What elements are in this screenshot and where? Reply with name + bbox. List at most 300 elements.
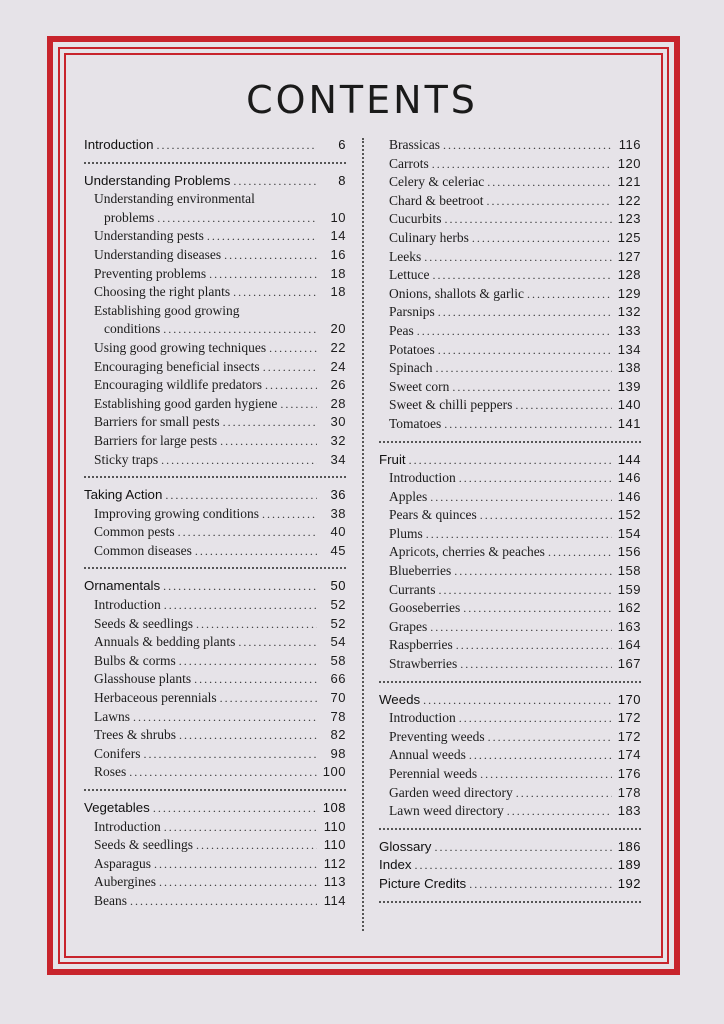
entry-page-number: 138 [617, 360, 641, 376]
entry-page-number: 28 [330, 395, 346, 411]
contents-section [84, 799, 346, 911]
dot-leader [224, 246, 317, 265]
entry-title: Index [379, 857, 412, 873]
contents-section [379, 451, 641, 674]
toc-entry[interactable] [379, 765, 641, 784]
entry-page-number: 120 [617, 155, 641, 171]
entry-title: Apples [389, 488, 428, 504]
entry-page-number: 154 [617, 525, 641, 541]
entry-page-number: 156 [617, 544, 641, 560]
entry-page-number: 82 [330, 727, 346, 743]
dot-leader [443, 136, 612, 155]
entry-title: Peas [389, 322, 414, 338]
section-heading-entry[interactable] [84, 486, 346, 505]
entry-title: Chard & beetroot [389, 192, 484, 208]
toc-entry[interactable] [379, 469, 641, 488]
toc-entry[interactable] [84, 505, 346, 524]
section-heading-entry[interactable] [379, 875, 641, 894]
entry-page-number: 58 [330, 652, 346, 668]
toc-entry[interactable] [84, 615, 346, 634]
toc-entry[interactable] [84, 246, 346, 265]
dot-leader [220, 689, 317, 708]
entry-page-number: 121 [617, 174, 641, 190]
entry-page-number: 176 [617, 766, 641, 781]
entry-page-number: 167 [617, 656, 641, 672]
dot-leader [133, 708, 317, 727]
entry-title: Sweet corn [389, 378, 450, 394]
entry-page-number: 24 [330, 358, 346, 374]
entry-title: Improving growing conditions [94, 505, 259, 521]
toc-entry[interactable] [84, 873, 346, 892]
contents-column-left [84, 136, 346, 911]
dot-leader [469, 746, 612, 765]
dot-leader [161, 451, 317, 470]
toc-entry[interactable] [379, 378, 641, 397]
entry-title: Understanding diseases [94, 246, 222, 262]
dot-leader [129, 763, 317, 782]
entry-page-number: 50 [330, 578, 346, 594]
toc-entry[interactable] [379, 618, 641, 637]
entry-page-number: 132 [617, 304, 641, 320]
entry-title: Pears & quinces [389, 507, 477, 523]
dot-leader [157, 209, 317, 228]
toc-entry[interactable] [379, 396, 641, 415]
dot-leader [130, 892, 317, 911]
toc-entry[interactable] [379, 802, 641, 821]
entry-page-number: 110 [323, 818, 346, 834]
dot-leader [233, 172, 317, 191]
toc-entry[interactable] [84, 855, 346, 874]
toc-entry[interactable] [84, 652, 346, 671]
entry-page-number: 78 [330, 708, 346, 724]
entry-page-number: 70 [330, 690, 346, 706]
entry-title: Choosing the right plants [94, 284, 231, 300]
dot-leader [486, 192, 612, 211]
toc-entry[interactable] [84, 670, 346, 689]
entry-title: Common diseases [94, 542, 192, 558]
toc-entry[interactable] [379, 746, 641, 765]
entry-page-number: 139 [617, 378, 641, 394]
section-separator [84, 476, 346, 478]
dot-leader [434, 838, 612, 857]
dot-leader [480, 765, 612, 784]
entry-title: Lettuce [389, 267, 430, 283]
dot-leader [548, 543, 612, 562]
entry-page-number: 52 [330, 615, 346, 631]
entry-title: Onions, shallots & garlic [389, 285, 524, 301]
dot-leader [164, 596, 317, 615]
dot-leader [459, 469, 612, 488]
entry-page-number: 189 [617, 857, 641, 873]
entry-page-number: 14 [330, 228, 346, 244]
entry-page-number: 162 [617, 600, 641, 616]
entry-page-number: 32 [330, 432, 346, 448]
entry-title: Blueberries [389, 563, 452, 579]
entry-page-number: 172 [617, 728, 641, 744]
entry-title: Trees & shrubs [94, 727, 177, 743]
entry-title: Asparagus [94, 855, 151, 871]
toc-entry[interactable] [84, 376, 346, 395]
dot-leader [179, 726, 317, 745]
entry-page-number: 110 [323, 837, 346, 853]
toc-entry[interactable] [84, 302, 346, 321]
entry-title: Perennial weeds [389, 766, 478, 781]
toc-entry[interactable] [379, 506, 641, 525]
toc-entry[interactable] [84, 432, 346, 451]
toc-entry[interactable] [379, 210, 641, 229]
entry-page-number: 146 [617, 470, 641, 486]
dot-leader [263, 358, 317, 377]
section-separator [379, 901, 641, 903]
dot-leader [459, 709, 612, 728]
toc-entry[interactable] [379, 303, 641, 322]
entry-page-number: 128 [617, 267, 641, 283]
toc-entry[interactable] [379, 136, 641, 155]
entry-title: Understanding Problems [84, 172, 231, 188]
contents-section [379, 691, 641, 821]
entry-title: Garden weed directory [389, 784, 513, 800]
toc-entry[interactable] [84, 413, 346, 432]
toc-entry[interactable] [84, 265, 346, 284]
toc-entry[interactable] [379, 322, 641, 341]
toc-entry[interactable] [84, 283, 346, 302]
section-heading-entry[interactable] [84, 577, 346, 596]
entry-page-number: 114 [323, 892, 346, 908]
dot-leader [423, 691, 612, 710]
contents-section [379, 136, 641, 434]
section-heading-entry[interactable] [379, 691, 641, 710]
entry-page-number: 100 [322, 764, 346, 780]
toc-entry[interactable] [379, 709, 641, 728]
toc-entry[interactable] [84, 763, 346, 782]
dot-leader [265, 376, 317, 395]
entry-title: Sticky traps [94, 451, 159, 467]
dot-leader [280, 395, 317, 414]
dot-leader [196, 615, 317, 634]
entry-title: Fruit [379, 451, 406, 467]
entry-page-number: 163 [617, 618, 641, 634]
entry-title: Taking Action [84, 487, 163, 503]
entry-title: Roses [94, 764, 127, 780]
entry-title: Introduction [389, 710, 456, 726]
dot-leader [515, 396, 612, 415]
toc-entry[interactable] [379, 248, 641, 267]
toc-entry[interactable] [84, 358, 346, 377]
entry-page-number: 186 [617, 838, 641, 854]
entry-page-number: 18 [330, 284, 346, 300]
dot-leader [409, 451, 612, 470]
dot-leader [144, 745, 318, 764]
entry-page-number: 158 [617, 563, 641, 579]
entry-page-number: 98 [330, 745, 346, 761]
entry-title: problems [104, 209, 155, 225]
toc-entry[interactable] [379, 543, 641, 562]
entry-title: Introduction [84, 137, 154, 152]
page-title: CONTENTS [246, 78, 478, 122]
toc-entry[interactable] [379, 728, 641, 747]
dot-leader [163, 577, 317, 596]
entry-page-number: 170 [617, 691, 641, 707]
dot-leader [487, 173, 612, 192]
entry-title: Seeds & seedlings [94, 615, 193, 631]
entry-title: Glossary [379, 838, 432, 854]
dot-leader [415, 856, 612, 875]
section-heading-entry[interactable] [84, 136, 346, 155]
entry-title: Encouraging beneficial insects [94, 358, 260, 374]
section-heading-entry[interactable] [84, 172, 346, 191]
dot-leader [439, 581, 613, 600]
entry-title: Weeds [379, 691, 421, 707]
entry-page-number: 36 [330, 487, 346, 503]
toc-entry[interactable] [84, 227, 346, 246]
dot-leader [507, 802, 612, 821]
toc-entry[interactable] [84, 320, 346, 339]
entry-title: Cucurbits [389, 211, 442, 227]
entry-title: Ornamentals [84, 578, 161, 594]
toc-entry[interactable] [84, 523, 346, 542]
toc-entry[interactable] [84, 745, 346, 764]
entry-title: Raspberries [389, 637, 453, 653]
entry-title: Understanding pests [94, 228, 204, 244]
dot-leader [269, 339, 317, 358]
toc-entry[interactable] [84, 339, 346, 358]
section-separator [379, 681, 641, 683]
dot-leader [430, 488, 612, 507]
toc-entry[interactable] [379, 285, 641, 304]
entry-title: Currants [389, 581, 436, 597]
entry-page-number: 123 [617, 211, 641, 227]
entry-title: Annual weeds [389, 747, 466, 763]
entry-title: Preventing weeds [389, 728, 485, 744]
dot-leader [196, 836, 317, 855]
section-separator [379, 441, 641, 443]
toc-entry[interactable] [379, 599, 641, 618]
entry-title: Celery & celeriac [389, 174, 485, 190]
entry-page-number: 18 [330, 265, 346, 281]
dot-leader [195, 542, 317, 561]
toc-entry[interactable] [84, 892, 346, 911]
entry-title: Gooseberries [389, 600, 461, 616]
entry-title: Encouraging wildlife predators [94, 377, 262, 393]
toc-entry[interactable] [379, 562, 641, 581]
dot-leader [527, 285, 612, 304]
entry-page-number: 16 [330, 246, 346, 262]
entry-page-number: 34 [330, 451, 346, 467]
dot-leader [430, 618, 612, 637]
dot-leader [165, 486, 317, 505]
entry-page-number: 22 [330, 339, 346, 355]
entry-title: Establishing good growing [94, 302, 240, 318]
entry-page-number: 129 [617, 285, 641, 301]
entry-page-number: 152 [617, 507, 641, 523]
dot-leader [163, 320, 317, 339]
entry-title: Barriers for small pests [94, 414, 220, 430]
entry-title: Understanding environmental [94, 191, 255, 207]
toc-entry[interactable] [379, 359, 641, 378]
toc-entry[interactable] [84, 542, 346, 561]
entry-title: Conifers [94, 745, 141, 761]
entry-title: Establishing good garden hygiene [94, 395, 278, 411]
dot-leader [432, 266, 612, 285]
contents-section [84, 577, 346, 782]
dot-leader [238, 633, 317, 652]
section-heading-entry[interactable] [84, 799, 346, 818]
entry-title: Using good growing techniques [94, 339, 267, 355]
toc-entry[interactable] [379, 173, 641, 192]
entry-title: Carrots [389, 155, 429, 171]
entry-page-number: 38 [330, 505, 346, 521]
toc-entry[interactable] [84, 726, 346, 745]
dot-leader [164, 818, 317, 837]
entry-title: Vegetables [84, 800, 150, 815]
section-heading-entry[interactable] [379, 856, 641, 875]
toc-entry[interactable] [379, 636, 641, 655]
section-separator [84, 567, 346, 569]
entry-title: Preventing problems [94, 265, 207, 281]
entry-page-number: 140 [617, 397, 641, 413]
dot-leader [209, 265, 317, 284]
dot-leader [233, 283, 317, 302]
entry-title: Leeks [389, 248, 422, 264]
toc-entry[interactable] [379, 266, 641, 285]
toc-entry[interactable] [379, 488, 641, 507]
entry-title: Beans [94, 892, 127, 908]
dot-leader [194, 670, 317, 689]
entry-title: Introduction [389, 470, 456, 486]
entry-page-number: 30 [330, 414, 346, 430]
dot-leader [480, 506, 612, 525]
dot-leader [156, 136, 317, 155]
entry-title: Lawn weed directory [389, 803, 504, 819]
entry-page-number: 144 [617, 451, 641, 467]
toc-entry[interactable] [84, 451, 346, 470]
toc-entry[interactable] [379, 155, 641, 174]
dot-leader [454, 562, 612, 581]
entry-title: Apricots, cherries & peaches [389, 544, 545, 560]
dot-leader [262, 505, 317, 524]
section-separator [84, 162, 346, 164]
dot-leader [444, 415, 612, 434]
toc-entry[interactable] [379, 192, 641, 211]
dot-leader [220, 432, 317, 451]
entry-title: Tomatoes [389, 415, 442, 431]
dot-leader [154, 855, 317, 874]
entry-title: Brassicas [389, 137, 440, 152]
entry-page-number: 40 [330, 524, 346, 540]
entry-page-number: 174 [617, 747, 641, 763]
toc-entry[interactable] [379, 581, 641, 600]
dot-leader [178, 523, 317, 542]
entry-page-number: 52 [330, 597, 346, 613]
dot-leader [417, 322, 612, 341]
toc-entry[interactable] [84, 708, 346, 727]
dot-leader [179, 652, 317, 671]
dot-leader [463, 599, 612, 618]
dot-leader [469, 875, 612, 894]
entry-page-number: 66 [330, 671, 346, 687]
entry-page-number: 125 [617, 229, 641, 245]
dot-leader [207, 227, 317, 246]
section-heading-entry[interactable] [379, 838, 641, 857]
dot-leader [456, 636, 612, 655]
entry-title: Plums [389, 525, 423, 541]
toc-entry[interactable] [84, 190, 346, 209]
entry-page-number: 127 [617, 248, 641, 264]
toc-entry[interactable] [84, 209, 346, 228]
entry-page-number: 6 [338, 137, 346, 152]
entry-title: Bulbs & corms [94, 652, 176, 668]
entry-page-number: 172 [617, 710, 641, 726]
entry-title: Introduction [94, 818, 161, 834]
dot-leader [223, 413, 317, 432]
entry-page-number: 178 [617, 784, 641, 800]
entry-page-number: 10 [330, 209, 346, 225]
entry-title: Annuals & bedding plants [94, 634, 236, 650]
entry-page-number: 192 [617, 875, 641, 891]
dot-leader [153, 799, 317, 818]
dot-leader [488, 728, 612, 747]
dot-leader [424, 248, 612, 267]
dot-leader [472, 229, 612, 248]
entry-page-number: 133 [617, 322, 641, 338]
entry-title: Common pests [94, 524, 175, 540]
entry-page-number: 26 [330, 377, 346, 393]
toc-entry[interactable] [84, 836, 346, 855]
entry-page-number: 113 [323, 874, 346, 890]
toc-entry[interactable] [379, 341, 641, 360]
dot-leader [432, 155, 612, 174]
section-separator [84, 789, 346, 791]
entry-page-number: 146 [617, 488, 641, 504]
contents-section [379, 838, 641, 894]
dot-leader [452, 378, 612, 397]
entry-title: Sweet & chilli peppers [389, 397, 513, 413]
entry-page-number: 45 [330, 542, 346, 558]
entry-title: Grapes [389, 618, 428, 634]
entry-page-number: 164 [617, 637, 641, 653]
entry-title: Strawberries [389, 656, 458, 672]
dot-leader [438, 341, 612, 360]
entry-title: Potatoes [389, 341, 435, 357]
entry-title: Spinach [389, 360, 433, 376]
entry-page-number: 8 [338, 172, 346, 188]
contents-section [84, 136, 346, 155]
toc-entry[interactable] [379, 229, 641, 248]
toc-entry[interactable] [379, 784, 641, 803]
column-divider [362, 138, 364, 931]
dot-leader [426, 525, 612, 544]
entry-page-number: 20 [330, 321, 346, 337]
section-heading-entry[interactable] [379, 451, 641, 470]
dot-leader [159, 873, 317, 892]
dot-leader [436, 359, 613, 378]
toc-entry[interactable] [379, 415, 641, 434]
entry-page-number: 159 [617, 581, 641, 597]
dot-leader [516, 784, 612, 803]
toc-entry[interactable] [379, 525, 641, 544]
entry-title: conditions [104, 321, 161, 337]
toc-entry[interactable] [84, 818, 346, 837]
toc-entry[interactable] [84, 633, 346, 652]
entry-title: Seeds & seedlings [94, 837, 193, 853]
entry-page-number: 141 [617, 415, 641, 431]
toc-entry[interactable] [84, 395, 346, 414]
toc-entry[interactable] [84, 689, 346, 708]
toc-entry[interactable] [84, 596, 346, 615]
entry-title: Herbaceous perennials [94, 690, 217, 706]
entry-page-number: 183 [617, 803, 641, 819]
toc-entry[interactable] [379, 655, 641, 674]
